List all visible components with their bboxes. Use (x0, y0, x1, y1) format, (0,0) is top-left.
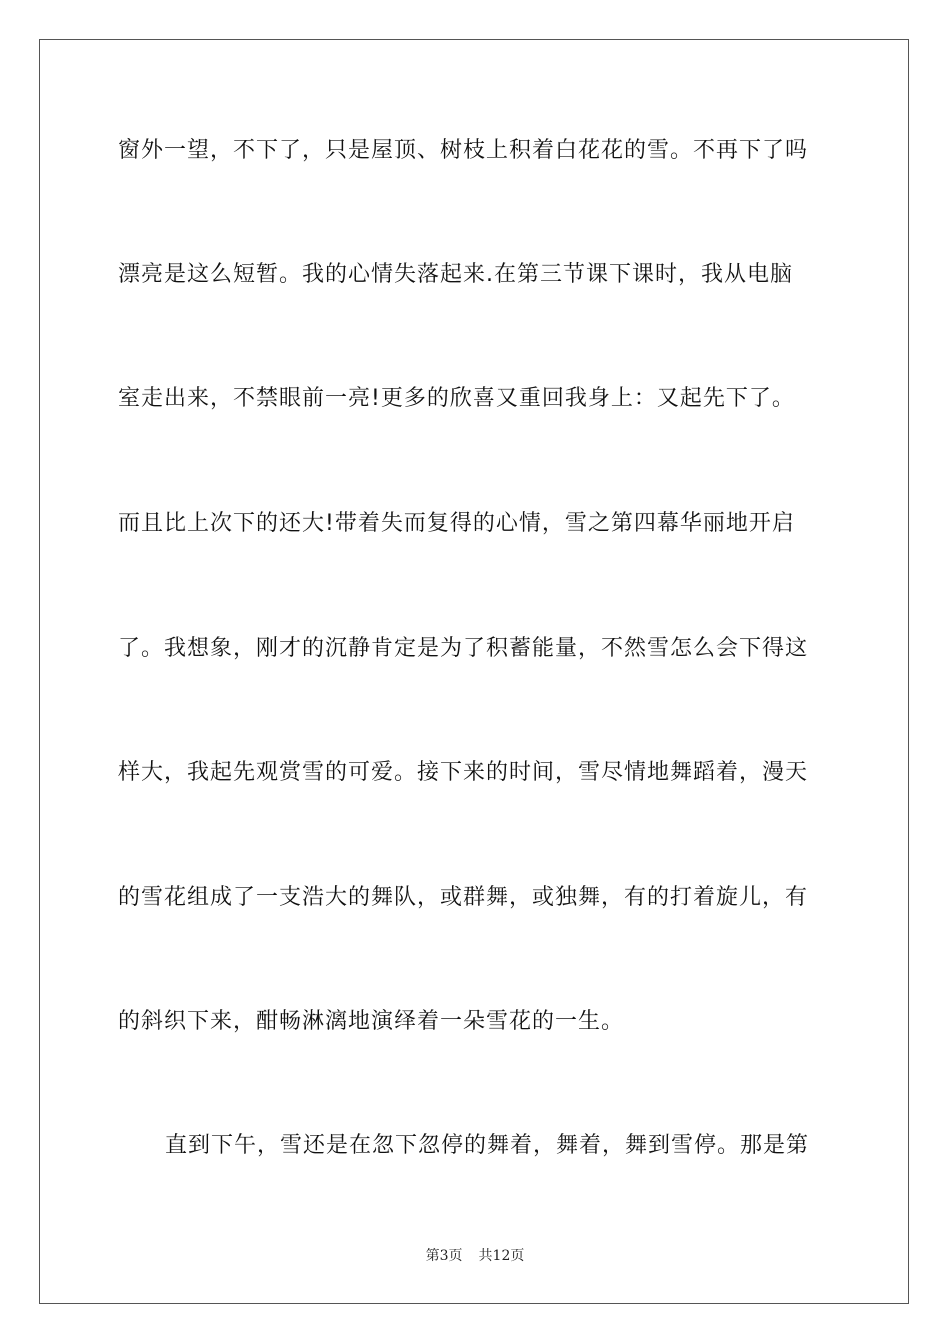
page-footer (40, 1247, 910, 1265)
text-line: 而且比上次下的还大!带着失而复得的心情，雪之第四幕华丽地开启 (118, 511, 795, 536)
text-line: 了。我想象，刚才的沉静肯定是为了积蓄能量，不然雪怎么会下得这 (118, 636, 809, 661)
text-line: 的斜织下来，酣畅淋漓地演绎着一朵雪花的一生。 (118, 1009, 625, 1034)
text-line: 室走出来，不禁眼前一亮!更多的欣喜又重回我身上：又起先下了。 (118, 386, 795, 411)
paragraph-start-line: 直到下午，雪还是在忽下忽停的舞着，舞着，舞到雪停。那是第 (165, 1133, 810, 1158)
page-number: 第3页 (425, 1248, 463, 1264)
text-line: 漂亮是这么短暂。我的心情失落起来.在第三节课下课时，我从电脑 (118, 262, 793, 287)
text-line: 窗外一望，不下了，只是屋顶、树枝上积着白花花的雪。不再下了吗 (118, 138, 809, 163)
document-page (39, 39, 909, 1304)
page-total: 共12页 (478, 1248, 525, 1264)
text-line: 的雪花组成了一支浩大的舞队，或群舞，或独舞，有的打着旋儿，有 (118, 885, 809, 910)
text-line: 样大，我起先观赏雪的可爱。接下来的时间，雪尽情地舞蹈着，漫天 (118, 760, 809, 785)
